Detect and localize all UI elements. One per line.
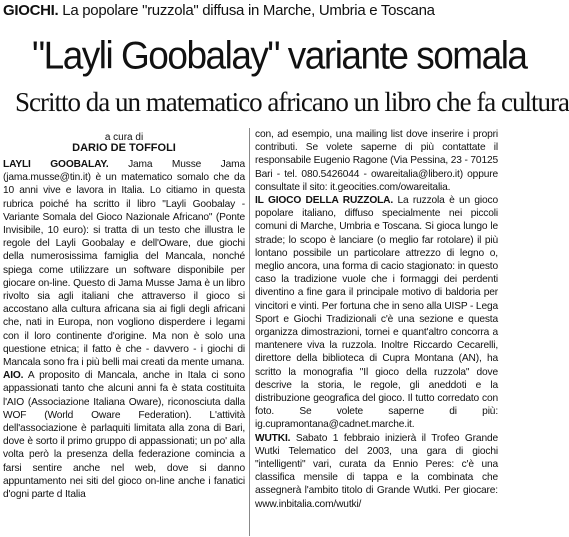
paragraph-continued [255, 128, 498, 194]
paragraph-lead: LAYLI GOOBALAY. [3, 159, 109, 170]
paragraph-lead: WUTKI. [255, 432, 291, 444]
headline: "Layli Goobalay" variante somala [32, 33, 527, 77]
column-divider [249, 128, 250, 536]
byline [64, 132, 184, 154]
kicker [3, 2, 497, 20]
paragraph-lead: AIO. [3, 370, 24, 382]
paragraph-text: La ruzzola è un gioco popolare italiano, diffuso specialmente nei piccoli comuni di Marche, Umbria e Toscana. Si gioca lungo le strade; lo scopo è lanciare (o meglio far rotolare) il più lontano possibile un particolare attrezzo di legno o, meglio ancora, una forma di cacio stagionato: in questo caso la tradizione vuole che i formaggi dei perdenti diventino a fine gara il principale motivo di baldoria per vincitori e vinti. Per fortuna che in seno alla UISP - Lega Sport e Giochi Tradizionali c'è una sezione e questa organizza dimostrazioni, tornei e quant'altro concorra a mantenere viva la ruzzola. Inoltre Riccardo Cecarelli, direttore della biblioteca di Cupra Montana (AN), ha scritto la monografia "Il gioco della ruzzola" dove descrive la storia, le regole, gli aneddoti e la distribuzione geografica del gioco. Il tutto corredato con foto. Se volete saperne di più: ig.cupramontana@cadnet.marche.it. [255, 195, 498, 431]
paragraph-aio [3, 369, 245, 501]
byline-author: DARIO DE TOFFOLI [72, 142, 176, 154]
article-column-left [3, 158, 245, 501]
paragraph-text: Jama Musse Jama (jama.musse@tin.it) è un matematico somalo che da 10 anni vive e lavora in Italia. Lo citiamo in questa rubrica poiché ha scritto il libro "Layli Goobalay - Variante Somala del Gioco Nazionale Africano" (Ponte Invisibile, 10 euro): si tratta di un testo che illustra le regole del Layli Goobalay e dell'Oware, due giochi della numerosissima famiglia del Mancala, nonché spiega come utilizzare un software disponibile per giocare on-line. Questo di Jama Musse Jama è un libro rivolto sia agli italiani che attraverso il gioco si accostano alla cultura africana sia ai figli degli africani che, nati in Europa, non vogliono disperdere i legami con il loro continente d'origine. Ma non è solo una questione etnica; il fatto è che - davvero - i giochi di Mancala sono fra i più belli mai creati da mente umana. [3, 159, 245, 369]
paragraph-layli-goobalay [3, 158, 245, 369]
paragraph-lead: IL GIOCO DELLA RUZZOLA. [255, 195, 394, 207]
kicker-text: La popolare "ruzzola" diffusa in Marche, Umbria e Toscana [62, 2, 435, 19]
paragraph-text: A proposito di Mancala, anche in Itala ci sono appassionati tanto che alcuni anni fa è stata costituita l'AIO (Associazione Italiana Oware), riconosciuta dalla WOF (World Oware Federation). L'attività dell'associazione è parlaquiti limitata alla zona di Bari, dove è sorto il primo gruppo di appassionati; un po' alla volta però la presenza della federazione comincia a farsi sentire anche nel web, dove si danno appuntamento nei siti del gioco on-line anche i fanatici d'ogni parte d Italia [3, 370, 245, 501]
byline-prefix: a cura di [104, 132, 144, 143]
article-column-right [255, 128, 498, 511]
paragraph-text: con, ad esempio, una mailing list dove inserire i propri contributi. Se volete saperne di più contattate il responsabile Eugenio Ragone (Via Pessina, 23 - 70125 Bari - tel. 080.5426044 - owareitalia@libero.it) oppure consultate il sito: it.geocities.com/owareitalia. [255, 129, 498, 193]
kicker-section: GIOCHI. [3, 2, 59, 19]
subheadline: Scritto da un matematico africano un libro che fa cultura [15, 87, 569, 117]
paragraph-wutki [255, 432, 498, 511]
paragraph-text: Sabato 1 febbraio inizierà il Trofeo Grande Wutki Telematico del 2003, una gara di giochi "intelligenti" vari, curata da Ennio Peres: c'è una classifica mensile di tappa e la combinata che assegnerà l'ambito titolo di Grande Wutki. Per giocare: www.inbitalia.com/wutki/ [255, 432, 498, 510]
paragraph-ruzzola [255, 194, 498, 432]
